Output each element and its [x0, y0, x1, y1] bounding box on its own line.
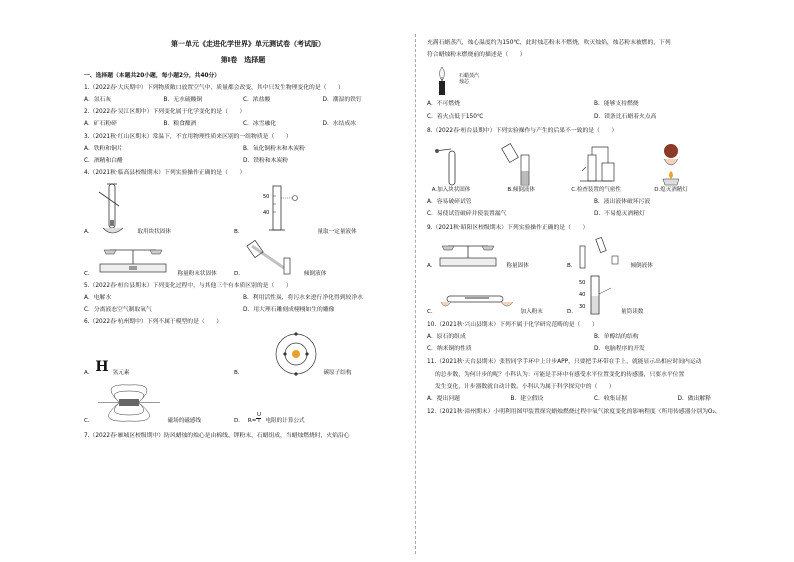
option-c: C．酒精和白醋 — [84, 158, 123, 165]
airtightness-check-figure — [574, 141, 618, 187]
question-4-figures-row1 — [84, 182, 402, 236]
q4-option-c: C． 称量粉末状固体 — [84, 238, 234, 278]
q6-option-b: B． 碳原子结构 — [234, 331, 351, 377]
question-4-figures-row2 — [84, 238, 402, 278]
option-d: D．不易熄灭酒精灯 — [594, 211, 645, 218]
tube-with-solid-figure — [93, 182, 133, 236]
question-6-figures-row1 — [84, 331, 402, 377]
option-c: C．收集证据 — [594, 396, 628, 403]
svg-text:50: 50 — [263, 193, 270, 200]
section-heading: 一、选择题（本题共20小题，每小题2分，共40分） — [84, 72, 221, 79]
option-a: A．电解水 — [84, 294, 112, 301]
question-9-figures-row2 — [427, 274, 761, 316]
option-c: C．冰雪融化 — [243, 121, 277, 128]
question-3-options-row2 — [84, 158, 402, 165]
option-c: C．纳米铜的性质 — [427, 346, 472, 353]
magnetic-field-lines-figure — [94, 381, 164, 425]
question-10-options-row2 — [427, 346, 761, 353]
question-9-figures-row1 — [427, 236, 761, 270]
q4-option-d: D． 倾倒液体 — [234, 238, 326, 278]
option-b: B．利用活性炭，将污水来进行净化得到较净水 — [243, 294, 363, 301]
question-6-figures-row2 — [84, 381, 402, 425]
question-5: 5.（2022春·桓台县期末）下列变化过程中，与其他三个有本质区别的是（ ） — [84, 282, 292, 289]
option-a: A．矿石粉碎 — [84, 121, 117, 128]
option-d: D．电脑程序的开发 — [594, 346, 645, 353]
adding-solid-figure — [431, 141, 471, 187]
question-7-options-row1 — [427, 101, 761, 108]
option-a: A．氢石灰 — [84, 96, 112, 103]
q6-option-c: C． 磁场的磁感线 — [84, 381, 234, 425]
page-title: 第一单元《走进化学世界》单元测试卷（考试版） — [171, 40, 325, 48]
option-b: B．粮食酿酒 — [163, 121, 197, 128]
fig-label-wick: 烛芯 — [459, 79, 470, 86]
q8-fig-c: C.检查装置的气密性 — [571, 141, 621, 194]
option-b: B．单醇结的结构 — [594, 333, 639, 340]
question-8-figures — [431, 141, 691, 194]
question-4: 4.（2021秋·临高县校级期末）下列实验操作正确的是（ ） — [84, 170, 246, 177]
question-7-options-row2 — [427, 114, 761, 121]
fraction: U I — [256, 411, 261, 425]
carbon-atom-figure — [273, 331, 319, 377]
option-c: C．浓盐酸 — [243, 96, 271, 103]
option-b: B．氧化铜粉末和木炭粉 — [243, 145, 305, 152]
q6-option-a: A． H 氢元素 — [84, 359, 130, 376]
question-7-cont-2: 符合蜡烛粉末燃烧前的描述是（ ） — [427, 52, 526, 59]
q8-fig-b: B.倾倒液体 — [501, 141, 541, 194]
right-column — [427, 40, 761, 417]
option-c: C．分离液态空气制取氧气 — [84, 307, 152, 314]
q8-fig-d: D.熄灭酒精灯 — [651, 141, 691, 194]
question-5-options-row2 — [84, 307, 402, 314]
q6-option-d: D． R= U I 电阻的计算公式 — [234, 411, 305, 425]
option-c: C．着火点低于150℃ — [427, 113, 484, 120]
option-c: C．易使试管破碎并使装置漏气 — [427, 211, 507, 218]
graduated-cylinder-figure — [243, 182, 313, 236]
question-2: 2.（2022春·吴江区期中）下列变化属于化学变化的是（ ） — [84, 109, 246, 116]
q9-option-d: D． 50 40 30 量筒读数 — [567, 274, 643, 316]
balance-scale-figure — [94, 238, 174, 278]
option-a: A．容易破碎试管 — [427, 199, 472, 206]
pouring-liquid-figure — [244, 238, 300, 278]
hydrogen-symbol: H — [95, 359, 109, 376]
q9-option-c: C． 加入粉末 — [427, 282, 567, 316]
question-9: 9.（2021秋·昭阳区校级期末）下列实验操作正确的是（ ） — [427, 224, 589, 231]
svg-text:40: 40 — [578, 291, 586, 298]
question-3-options-row1 — [84, 146, 402, 153]
option-d: D．镁条比石蜡着火点高 — [594, 113, 657, 120]
question-8-options-row1 — [427, 199, 761, 206]
q4-option-b: B． 50 40 量取一定量液体 — [234, 182, 357, 236]
question-10-options-row1 — [427, 334, 761, 341]
question-7-figure — [427, 63, 761, 95]
q9-option-a: A． 称量固体 — [427, 236, 567, 270]
option-a: A．不可燃烧 — [427, 101, 460, 108]
question-7-cont-1: 充满石蜡蒸汽，烛心温度约为150℃，此时烛芯粉末不燃烧，吹灭烛焰，烛芯粉末被燃的，下列 — [427, 40, 671, 46]
svg-text:50: 50 — [578, 279, 586, 286]
adding-powder-figure — [437, 282, 517, 316]
cylinder-reading-figure — [577, 274, 617, 316]
option-b: B．建立假设 — [510, 396, 544, 403]
option-d: D．水结成冰 — [322, 121, 356, 128]
question-11-options — [427, 396, 761, 403]
question-7: 7.（2022春·雁城区校级期中）防风蜡烛的烛心是由棉线、钾粉末、石蜡组成，当蜡烛燃烧时，火焰沿心 — [84, 432, 350, 439]
question-1: 1.（2022春·大庆期中）下列物质敞口放置空气中，质量都会改变，其中只发生物理变化的是（ ） — [84, 84, 344, 91]
question-3: 3.（2021秋·红山区期末）常温下，不宜用物理性质来区别的一组物质是（ ） — [84, 133, 292, 140]
q4-option-a: A． 取用块状固体 — [84, 182, 234, 236]
option-b: B．无水硫酸铜 — [163, 96, 203, 103]
q8-fig-a: A.加入块状固体 — [431, 141, 471, 194]
question-8: 8.（2022春·桓台县期中）下列实验操作与产生的后果不一致的是（ ） — [427, 127, 618, 134]
fig-label-vapor: 石蜡蒸汽 — [459, 72, 480, 79]
q9-option-b: B． 倾倒液体 — [567, 236, 653, 270]
question-8-options-row2 — [427, 211, 761, 218]
balance-figure — [436, 236, 502, 270]
question-2-options — [84, 121, 402, 128]
section-subtitle: 第Ⅰ卷 选择题 — [220, 55, 266, 64]
question-11-cont-1: 的总步数，为何计步的呢？小科认为：可能是手环中有感受水平位置变化的传感器，只要水平位置 — [435, 371, 685, 378]
question-10: 10.（2021秋·兴山县期末）下列不属于化学研究范畴的是（ ） — [427, 321, 598, 328]
option-a: A．原石的组成 — [427, 333, 466, 340]
question-1-options — [84, 97, 402, 104]
column-divider — [415, 34, 416, 554]
question-11: 11.（2021秋·天台县期末）张智同学手环中上计步APP，只要把手环带在手上，就能显示出相应时间内运动 — [427, 359, 702, 366]
question-6: 6.（2022春·杭州期中）下列不属于模型的是（ ） — [84, 319, 223, 326]
option-d: D．做出解释 — [677, 396, 711, 403]
question-5-options-row1 — [84, 295, 402, 302]
option-d: D．用大理石雕刻成栩栩如生的雕像 — [243, 307, 335, 314]
option-a: A．提出问题 — [427, 396, 460, 403]
pouring-figure — [501, 141, 541, 187]
extinguishing-lamp-figure — [651, 141, 691, 187]
question-11-cont-2: 发生变化，计步器数就自动计数。小科认为属于科学探究中的（ ） — [435, 383, 615, 390]
option-a: A．铁粉和铜片 — [84, 145, 123, 152]
option-d: D．潮湿的铁钉 — [322, 96, 362, 103]
left-column — [84, 40, 402, 440]
svg-text:30: 30 — [578, 303, 586, 310]
question-12: 12.（2021秋·漳州期末）小明利用图甲装置探究蜡烛燃烧过程中氧气浓度变化的影响程度（所用传感器分别为O₂、 — [427, 409, 721, 416]
pouring-liquid-figure-2 — [576, 236, 626, 270]
option-b: B．液出液体破坏污液 — [594, 199, 651, 206]
option-b: B．能够支持燃烧 — [594, 101, 639, 108]
option-d: D．铁粉和木炭粉 — [243, 158, 289, 165]
svg-text:40: 40 — [263, 209, 270, 216]
